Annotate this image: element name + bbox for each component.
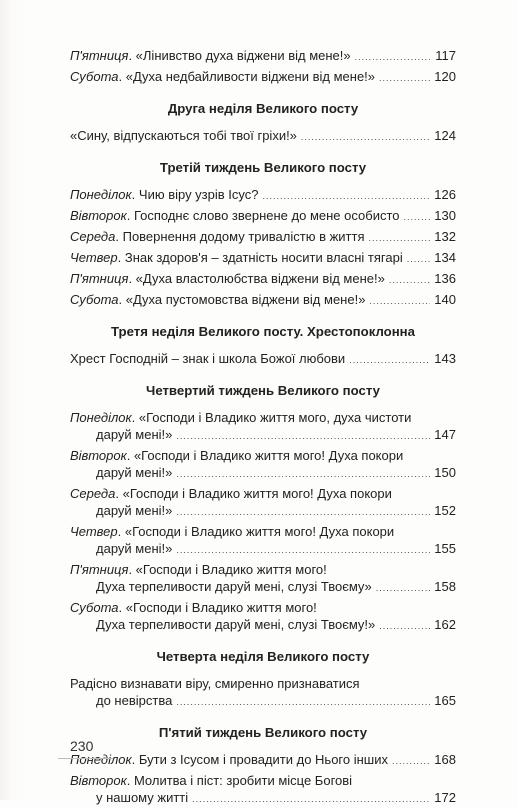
toc-entry[interactable] [70, 47, 456, 66]
entry-title: «Господи і Владико життя мого, духа чистоти [138, 410, 412, 425]
entry-title: «Господи і Владико життя мого! Духа покори [122, 486, 392, 501]
entry-title: «Духа властолюбства віджени від мене!» [135, 271, 385, 286]
toc-section [70, 158, 456, 310]
entry-line [70, 675, 456, 692]
entry-day: Вівторок [70, 208, 127, 223]
entry-day: Вівторок [70, 773, 127, 788]
day-separator: . [118, 69, 126, 84]
entry-page-number: 124 [434, 128, 456, 143]
day-separator: . [126, 448, 134, 463]
entry-page-number: 150 [434, 465, 456, 480]
day-separator: . [131, 410, 139, 425]
entry-line [70, 692, 456, 711]
section-heading: Третя неділя Великого посту. Хрестопоклонна [111, 324, 415, 339]
toc-entry[interactable] [70, 127, 456, 146]
toc-section [70, 381, 456, 635]
dot-leader [297, 127, 430, 146]
dot-leader [375, 68, 430, 87]
toc-section [70, 99, 456, 146]
toc-entry[interactable] [70, 249, 456, 268]
toc-entry[interactable] [70, 447, 456, 483]
entry-line [70, 523, 456, 540]
toc-section [70, 723, 456, 808]
day-separator: . [118, 292, 126, 307]
entry-title: даруй мені!» [96, 465, 173, 480]
entry-line [70, 751, 456, 770]
entry-line [70, 47, 456, 66]
dot-leader [372, 578, 430, 597]
toc-section [70, 47, 456, 87]
dot-leader [351, 47, 430, 66]
entry-page-number: 143 [434, 351, 456, 366]
toc-entry[interactable] [70, 772, 456, 808]
entry-title: Хрест Господній – знак і школа Божої любови [70, 351, 346, 366]
page-number: 230 [70, 738, 94, 754]
entry-line [70, 502, 456, 521]
dot-leader [345, 350, 430, 369]
entry-title: даруй мені!» [96, 541, 173, 556]
day-separator: . [118, 600, 126, 615]
entry-page-number: 172 [434, 790, 456, 805]
day-separator: . [117, 524, 125, 539]
entry-line [70, 540, 456, 559]
dot-leader [388, 751, 430, 770]
entry-title: даруй мені!» [96, 503, 173, 518]
entry-title: Знак здоров'я – здатність носити власні тягарі [124, 250, 403, 265]
entry-line [70, 561, 456, 578]
dot-leader [385, 270, 430, 289]
entry-page-number: 168 [434, 752, 456, 767]
entry-day: Понеділок [70, 752, 132, 767]
toc-entry[interactable] [70, 409, 456, 445]
entry-line [70, 249, 456, 268]
entry-page-number: 155 [434, 541, 456, 556]
entry-line [70, 291, 456, 310]
entry-line [70, 789, 456, 808]
entry-day: П'ятниця [70, 271, 129, 286]
entry-line [70, 485, 456, 502]
section-heading: П'ятий тиждень Великого посту [158, 725, 368, 740]
toc-entry[interactable] [70, 485, 456, 521]
dot-leader [172, 540, 430, 559]
dot-leader [258, 186, 430, 205]
entry-page-number: 126 [434, 187, 456, 202]
day-separator: . [128, 271, 136, 286]
day-separator: . [131, 752, 139, 767]
entry-line [70, 207, 456, 226]
day-separator: . [126, 773, 134, 788]
dot-leader [375, 616, 430, 635]
entry-day: Субота [70, 292, 119, 307]
toc-entry[interactable] [70, 350, 456, 369]
entry-line [70, 68, 456, 87]
entry-title: «Господи і Владико життя мого! [125, 600, 317, 615]
section-heading: Друга неділя Великого посту [167, 101, 359, 116]
entry-day: Вівторок [70, 448, 127, 463]
toc-entry[interactable] [70, 523, 456, 559]
entry-title: «Господи і Владико життя мого! Духа покори [133, 448, 404, 463]
toc-entry[interactable] [70, 599, 456, 635]
dot-leader [188, 789, 430, 808]
dot-leader [365, 291, 430, 310]
entry-title: Духа терпеливости даруй мені, слузі Твоєму» [96, 579, 372, 594]
entry-line [70, 447, 456, 464]
entry-line [70, 270, 456, 289]
entry-title: «Лінивство духа віджени від мене!» [135, 48, 351, 63]
entry-page-number: 132 [434, 229, 456, 244]
dot-leader [172, 692, 430, 711]
entry-day: Четвер [70, 524, 118, 539]
entry-line [70, 426, 456, 445]
entry-title: «Духа пустомовства віджени від мене!» [125, 292, 366, 307]
entry-title: «Сину, відпускаються тобі твої гріхи!» [70, 128, 297, 143]
dot-leader [172, 426, 430, 445]
entry-page-number: 120 [434, 69, 456, 84]
toc-entry[interactable] [70, 675, 456, 711]
entry-day: Четвер [70, 250, 118, 265]
entry-title: Господнє слово звернене до мене особисто [133, 208, 400, 223]
table-of-contents [70, 47, 456, 808]
day-separator: . [128, 562, 136, 577]
entry-day: Субота [70, 69, 119, 84]
dot-leader [172, 464, 430, 483]
toc-entry[interactable] [70, 561, 456, 597]
dot-leader [365, 228, 431, 247]
entry-page-number: 117 [435, 48, 456, 63]
toc-entry[interactable] [70, 186, 456, 205]
entry-day: П'ятниця [70, 562, 129, 577]
entry-page-number: 162 [434, 617, 456, 632]
toc-section [70, 322, 456, 369]
entry-title: до невірства [96, 693, 173, 708]
day-separator: . [117, 250, 125, 265]
entry-title: «Господи і Владико життя мого! Духа покори [124, 524, 395, 539]
entry-title: Бути з Ісусом і провадити до Нього інших [138, 752, 388, 767]
toc-entry[interactable] [70, 207, 456, 226]
day-separator: . [115, 486, 123, 501]
entry-line [70, 186, 456, 205]
entry-page-number: 147 [434, 427, 456, 442]
entry-line [70, 464, 456, 483]
toc-entry[interactable] [70, 270, 456, 289]
entry-day: Понеділок [70, 410, 132, 425]
day-separator: . [115, 229, 123, 244]
entry-line [70, 578, 456, 597]
entry-line [70, 228, 456, 247]
entry-line [70, 409, 456, 426]
footer-rule [58, 758, 113, 759]
section-heading: Третій тиждень Великого посту [159, 160, 367, 175]
day-separator: . [126, 208, 134, 223]
entry-title: «Духа недбайливости віджени від мене!» [125, 69, 376, 84]
section-heading: Четвертий тиждень Великого посту [146, 383, 380, 398]
entry-line [70, 599, 456, 616]
toc-entry[interactable] [70, 228, 456, 247]
entry-page-number: 130 [434, 208, 456, 223]
dot-leader [172, 502, 430, 521]
entry-day: Понеділок [70, 187, 132, 202]
toc-entry[interactable] [70, 751, 456, 770]
entry-page-number: 140 [434, 292, 456, 307]
entry-page-number: 136 [434, 271, 456, 286]
entry-title: Молитва і піст: зробити місце Богові [133, 773, 353, 788]
entry-title: Повернення додому тривалістю в життя [122, 229, 365, 244]
dot-leader [403, 249, 430, 268]
entry-day: Середа [70, 486, 116, 501]
dot-leader [400, 207, 431, 226]
entry-page-number: 165 [434, 693, 456, 708]
entry-title: Духа терпеливости даруй мені, слузі Твоєму!» [96, 617, 376, 632]
entry-title: у нашому житті [96, 790, 189, 805]
entry-page-number: 152 [434, 503, 456, 518]
toc-section [70, 647, 456, 711]
entry-title: «Господи і Владико життя мого! [135, 562, 327, 577]
entry-line [70, 127, 456, 146]
toc-entry[interactable] [70, 291, 456, 310]
entry-line [70, 772, 456, 789]
entry-title: Чию віру узрів Ісус? [138, 187, 259, 202]
entry-page-number: 134 [434, 250, 456, 265]
toc-entry[interactable] [70, 68, 456, 87]
entry-day: П'ятниця [70, 48, 129, 63]
entry-title: даруй мені!» [96, 427, 173, 442]
entry-line [70, 616, 456, 635]
day-separator: . [128, 48, 136, 63]
entry-day: Середа [70, 229, 116, 244]
entry-line [70, 350, 456, 369]
section-heading: Четверта неділя Великого посту [156, 649, 370, 664]
entry-page-number: 158 [434, 579, 456, 594]
entry-day: Субота [70, 600, 119, 615]
day-separator: . [131, 187, 139, 202]
entry-title: Радісно визнавати віру, смиренно признаватися [70, 676, 360, 691]
